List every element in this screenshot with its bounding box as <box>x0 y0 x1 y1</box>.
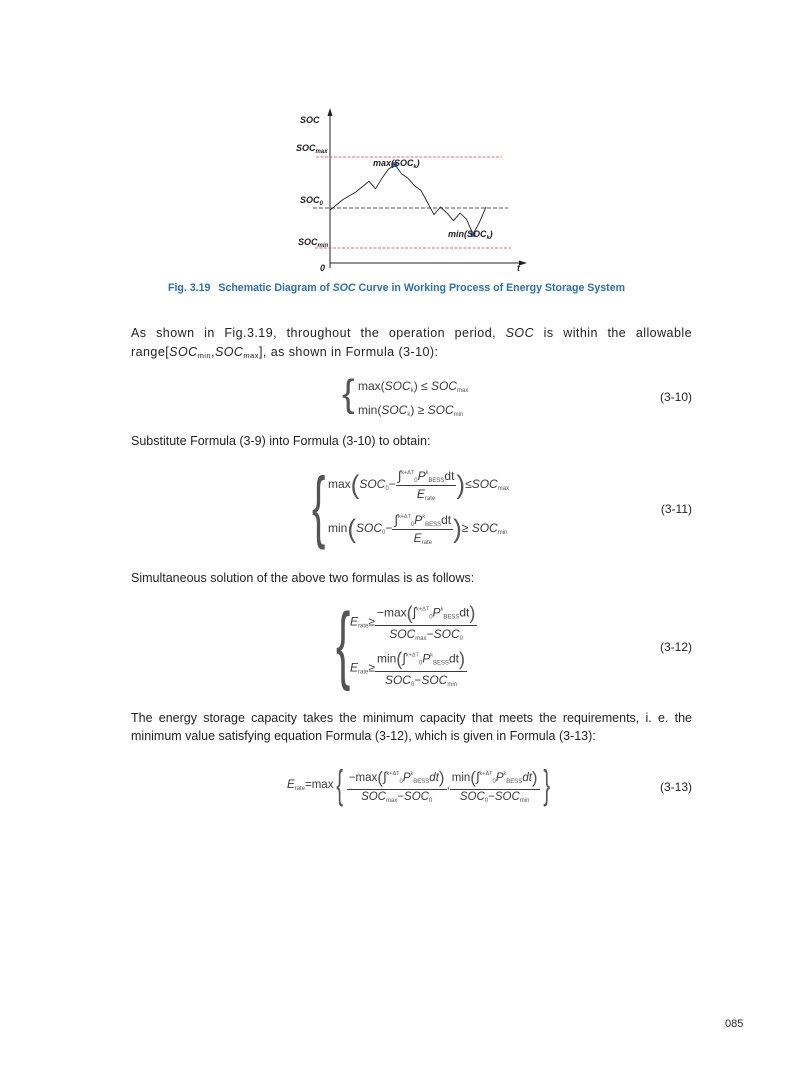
caption-text-italic: SOC <box>332 282 356 294</box>
eq312-number: (3-12) <box>659 640 692 654</box>
equation-3-13: Erate=max{ $\frac{-\max(\int^{k+\Delta T}0P^kBESSdt)}{\text{SOCmax−SOC0}}$ , $\frac{\min(\int^{k+\Delta T}0P^kBESSdt)}{\text{SOC0−SOCmin}}$ } <box>287 763 550 807</box>
equation-3-10 <box>342 373 469 425</box>
eq311-frac1: $\frac{\int^{k+\Delta T}0P^kBESSdt}{\text{Erate}}$ <box>397 468 455 502</box>
eq312-frac1: $\frac{-\max(\int^{k+\Delta T}0P^kBESSdt)}{\text{SOCmax−SOC0}}$ <box>376 603 476 642</box>
eq311-line1: max(SOC0− $\frac{\int^{k+\Delta T}0P^kBESSdt}{\text{Erate}}$ )≤SOCmax <box>328 468 510 502</box>
y-axis-arrow <box>328 108 333 116</box>
eq310-brace: { <box>342 373 355 415</box>
eq312-brace: { <box>336 596 351 692</box>
soc0-label: $SOC_0$ <box>300 195 323 207</box>
eq313-frac1: $\frac{-\max(\int^{k+\Delta T}0P^kBESSdt)}{\text{SOCmax−SOC0}}$ <box>348 767 445 804</box>
equation-3-12 <box>336 596 477 693</box>
eq310-number: (3-10) <box>659 390 692 404</box>
caption-text-b: Curve in Working Process of Energy Storage System <box>355 282 625 294</box>
paragraph-4: The energy storage capacity takes the minimum capacity that meets the requirements, i. e. the minimum value satisfying equation Formula (3-12), which is given in Formula (3-13): <box>131 711 692 743</box>
x-axis-label: t <box>517 263 520 273</box>
paragraph-2: Substitute Formula (3-9) into Formula (3-10) to obtain: <box>131 434 431 448</box>
eq310-line1: max(SOCk) ≤ SOCmax <box>358 379 469 394</box>
eq313-frac2: $\frac{\min(\int^{k+\Delta T}0P^kBESSdt)}{\text{SOC0−SOCmin}}$ <box>451 767 538 804</box>
equation-3-11 <box>312 461 510 554</box>
eq311-line2: min(SOC0− $\frac{\int^{k+\Delta T}0P^kBESSdt}{\text{Erate}}$ )≥ SOCmin <box>328 512 508 546</box>
paragraph-1: As shown in Fig.3.19, throughout the operation period, SOC is within the allowable $range[SOC_{min},SOC_{max}]$, as shown in Formula (3-10): <box>131 326 692 360</box>
eq312-line2: Erate≥ $\frac{\min(\int^{k+\Delta T}0P^kBESSdt)}{\text{SOC0−SOCmin}}$ <box>350 649 465 688</box>
paragraph-3: Simultaneous solution of the above two formulas is as follows: <box>131 571 475 585</box>
eq310-line2: min(SOCk) ≥ SOCmin <box>358 403 464 418</box>
min-annotation: $\min(SOC_k)$ <box>448 229 493 241</box>
x-axis-arrow <box>519 261 527 266</box>
y-axis-label: SOC <box>300 115 320 125</box>
soc-chart <box>285 105 545 275</box>
eq312-frac2: $\frac{\min(\int^{k+\Delta T}0P^kBESSdt)}{\text{SOC0−SOCmin}}$ <box>376 649 465 688</box>
soc-curve <box>330 165 486 235</box>
origin-label: 0 <box>320 263 326 273</box>
eq311-frac2: $\frac{\int^{k+\Delta T}0P^kBESSdt}{\text{Erate}}$ <box>394 512 452 546</box>
soc-figure <box>285 105 545 275</box>
eq313-number: (3-13) <box>659 780 692 794</box>
eq312-line1: Erate≥ $\frac{-\max(\int^{k+\Delta T}0P^kBESSdt)}{\text{SOCmax−SOC0}}$ <box>350 603 476 642</box>
socmax-label: $SOC_{max}$ <box>296 143 328 155</box>
caption-text-a: Schematic Diagram of <box>218 282 333 294</box>
eq311-brace: { <box>312 461 326 550</box>
eq311-number: (3-11) <box>660 502 692 516</box>
max-annotation: $\max(SOC_k)$ <box>373 158 420 170</box>
figure-number: Fig. 3.19 <box>167 282 211 294</box>
socmin-label: $SOC_{min}$ <box>298 237 329 249</box>
figure-caption <box>0 282 793 294</box>
page-number: 085 <box>725 1018 744 1030</box>
